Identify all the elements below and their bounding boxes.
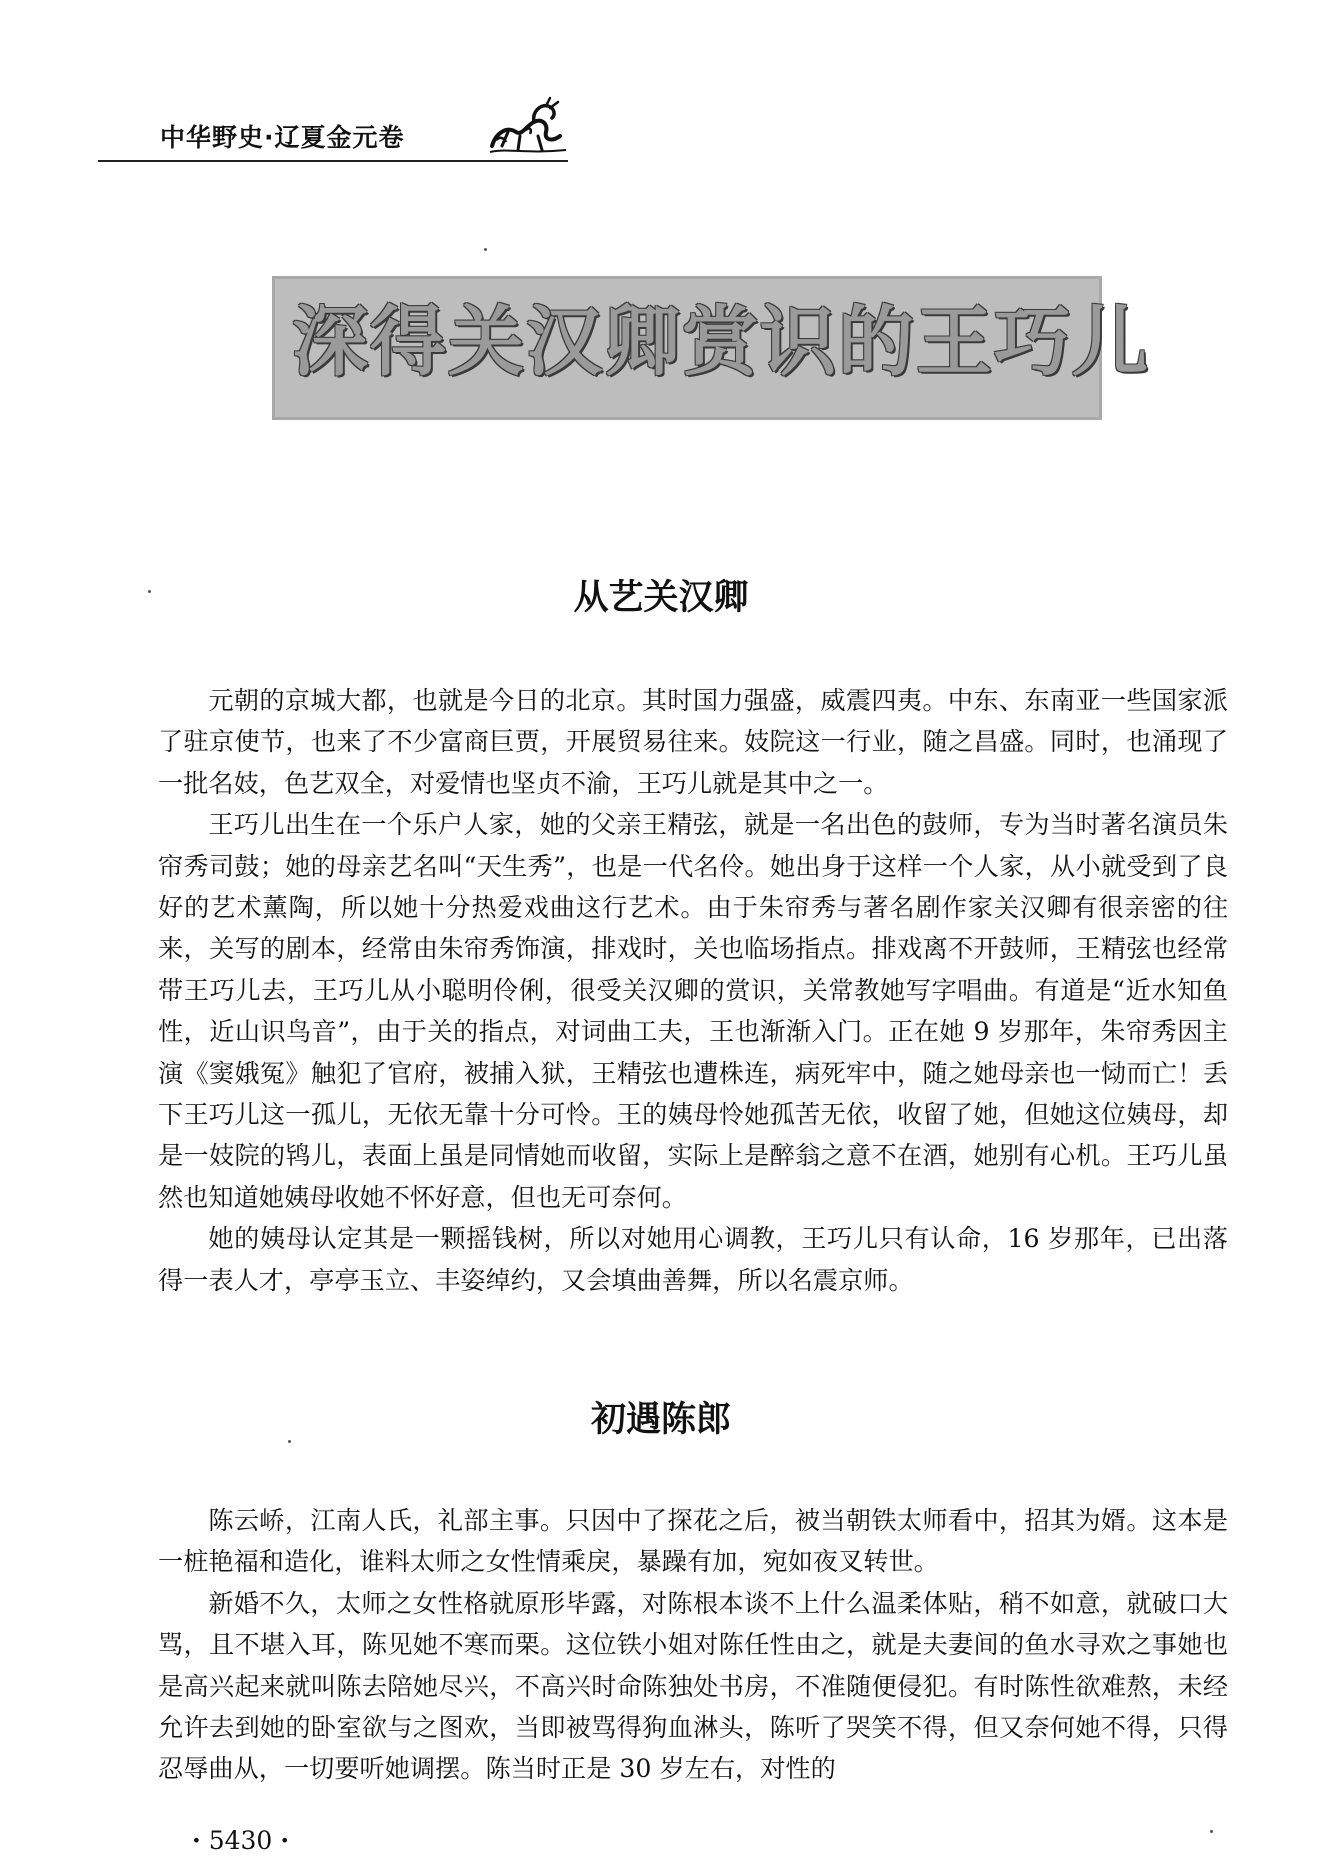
scan-speck [484,248,487,251]
section-heading: 从艺关汉卿 [573,578,749,618]
dragon-icon [486,96,568,158]
header-rule [98,160,568,162]
scan-speck [1210,1830,1213,1833]
section-body [158,1500,1228,1790]
section-heading: 初遇陈郎 [590,1400,731,1440]
running-header: 中华野史·辽夏金元卷 [160,123,405,152]
page-number: 5430 [208,1826,273,1855]
title-banner [272,276,1150,420]
paragraph: 王巧儿出生在一个乐户人家，她的父亲王精弦，就是一名出色的鼓师，专为当时著名演员朱帘秀司鼓；她的母亲艺名叫“天生秀”，也是一代名伶。她出身于这样一个人家，从小就受到了良好的艺术薰陶，所以她十分热爱戏曲这行艺术。由于朱帘秀与著名剧作家关汉卿有很亲密的往来，关写的剧本，经常由朱帘秀饰演，排戏时，关也临场指点。排戏离不开鼓师，王精弦也经常带王巧儿去，王巧儿从小聪明伶俐，很受关汉卿的赏识，关常教她写字唱曲。有道是“近水知鱼性，近山识鸟音”，由于关的指点，对词曲工夫，王也渐渐入门。正在她 9 岁那年，朱帘秀因主演《窦娥冤》触犯了官府，被捕入狱，王精弦也遭株连，病死牢中，随之她母亲也一恸而亡！丢下王巧儿这一孤儿，无依无靠十分可怜。王的姨母怜她孤苦无依，收留了她，但她这位姨母，却是一妓院的鸨儿，表面上虽是同情她而收留，实际上是醉翁之意不在酒，她别有心机。王巧儿虽然也知道她姨母收她不怀好意，但也无可奈何。 [158,810,1228,1212]
paragraph: 陈云峤，江南人氏，礼部主事。只因中了探花之后，被当朝铁太师看中，招其为婿。这本是一桩艳福和造化，谁料太师之女性情乘戾，暴躁有加，宛如夜叉转世。 [158,1506,1228,1577]
page-number-footer [184,1826,297,1855]
paragraph: 她的姨母认定其是一颗摇钱树，所以对她用心调教，王巧儿只有认命，16 岁那年，已出落得一表人才，亭亭玉立、丰姿绰约，又会填曲善舞，所以名震京师。 [158,1224,1228,1295]
section-body [158,680,1228,1301]
paragraph: 新婚不久，太师之女性格就原形毕露，对陈根本谈不上什么温柔体贴，稍不如意，就破口大骂，且不堪入耳，陈见她不寒而栗。这位铁小姐对陈任性由之，就是夫妻间的鱼水寻欢之事她也是高兴起来就叫陈去陪她尽兴，不高兴时命陈独处书房，不准随便侵犯。有时陈性欲难熬，未经允许去到她的卧室欲与之图欢，当即被骂得狗血淋头，陈听了哭笑不得，但又奈何她不得，只得忍辱曲从，一切要听她调摆。陈当时正是 30 岁左右，对性的 [158,1588,1228,1784]
bullet-dot: · [280,1826,290,1855]
paragraph: 元朝的京城大都，也就是今日的北京。其时国力强盛，威震四夷。中东、东南亚一些国家派了驻京使节，也来了不少富商巨贾，开展贸易往来。妓院这一行业，随之昌盛。同时，也涌现了一批名妓，色艺双全，对爱情也坚贞不渝，王巧儿就是其中之一。 [158,686,1228,798]
bullet-dot: · [192,1826,201,1855]
scan-speck [288,1440,291,1443]
scan-speck [148,590,151,593]
article-title: 深得关汉卿赏识的王巧儿 [292,297,1150,386]
